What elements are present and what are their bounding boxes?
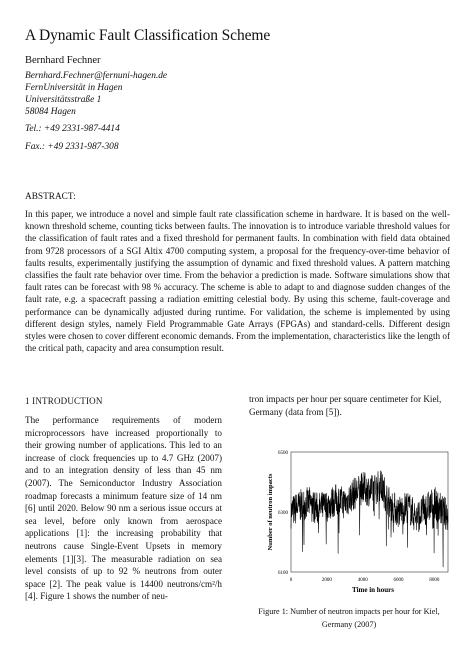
y-tick-label: 6500 (278, 451, 288, 456)
introduction-column-right: tron impacts per hour per square centimeter for Kiel, Germany (data from [5]). (249, 394, 442, 417)
author-name: Bernhard Fechner (25, 55, 101, 66)
author-city: 58084 Hagen (25, 107, 76, 117)
paper-title: A Dynamic Fault Classification Scheme (25, 27, 271, 44)
x-tick-label: 8000 (429, 578, 440, 583)
author-university: FernUniversität in Hagen (25, 83, 123, 93)
x-tick-label: 6000 (393, 578, 404, 583)
neutron-impacts-chart (249, 444, 454, 596)
x-tick-label: 0 (289, 578, 293, 583)
introduction-column-left: The performance requirements of modern microprocessors have increased proportionally to their growing number of applications. This led to an increase of clock frequencies up to 4.7 GHz (2007) and to an integration density of less than 45 nm (2007). The Semiconductor Industry Association roadmap forecasts a minimum feature size of 14 nm [6] until 2020. Below 90 nm a serious issue occurs at sea level, before only known from aerospace applications [1]: the increasing probability that neutrons cause Single-Event Upsets in memory elements [1][3]. The measurable radiation on sea level consists of up to 92 % neutrons from outer space [2]. The peak value is 14400 neutrons/cm²/h [4]. Figure 1 shows the number of neu- (25, 415, 222, 602)
author-email: Bernhard.Fechner@fernuni-hagen.de (25, 71, 168, 81)
y-tick-label: 6300 (278, 511, 288, 516)
x-tick-label: 4000 (357, 578, 368, 583)
figure-caption: Figure 1: Number of neutron impacts per hour for Kiel, Germany (2007) (258, 607, 440, 629)
author-fax: Fax.: +49 2331-987-308 (25, 142, 119, 152)
x-tick-label: 2000 (321, 578, 332, 583)
y-axis-label: Number of neutron impacts (267, 473, 274, 551)
abstract-heading: ABSTRACT: (25, 192, 76, 202)
abstract-text: In this paper, we introduce a novel and simple fault rate classification scheme in hardware. It is based on the well-known threshold scheme, counting ticks between faults. The innovation is to introduce variable threshold values for the classification of fault rates and a fixed threshold for permanent faults. In combination with field data obtained from 9728 processors of a SGI Altix 4700 computing system, a proposal for the frequency-over-time behavior of faults results, experimentally justifying the assumption of dynamic and fixed threshold values. A pattern matching classifies the fault rate behavior over time. From the behavior a prediction is made. Software simulations show that fault rates can be forecast with 98 % accuracy. The scheme is able to adapt to and diagnose sudden changes of the fault rate, e.g. a spacecraft passing a radiation emitting celestial body. By using this scheme, fault-coverage and performance can be dynamically adjusted during runtime. For validation, the scheme is implemented by using different design styles, namely Field Programmable Gate Arrays (FPGAs) and standard-cells. Different design styles were chosen to cover different economic demands. From the implementation, characteristics like the length of the critical path, capacity and area consumption result. (25, 209, 450, 354)
x-axis-label: Time in hours (352, 586, 394, 594)
author-telephone: Tel.: +49 2331-987-4414 (25, 124, 120, 134)
section-heading-introduction: 1 INTRODUCTION (25, 396, 103, 406)
author-street: Universitätsstraße 1 (25, 95, 102, 105)
series-line (291, 471, 448, 568)
y-tick-label: 6100 (278, 571, 288, 576)
